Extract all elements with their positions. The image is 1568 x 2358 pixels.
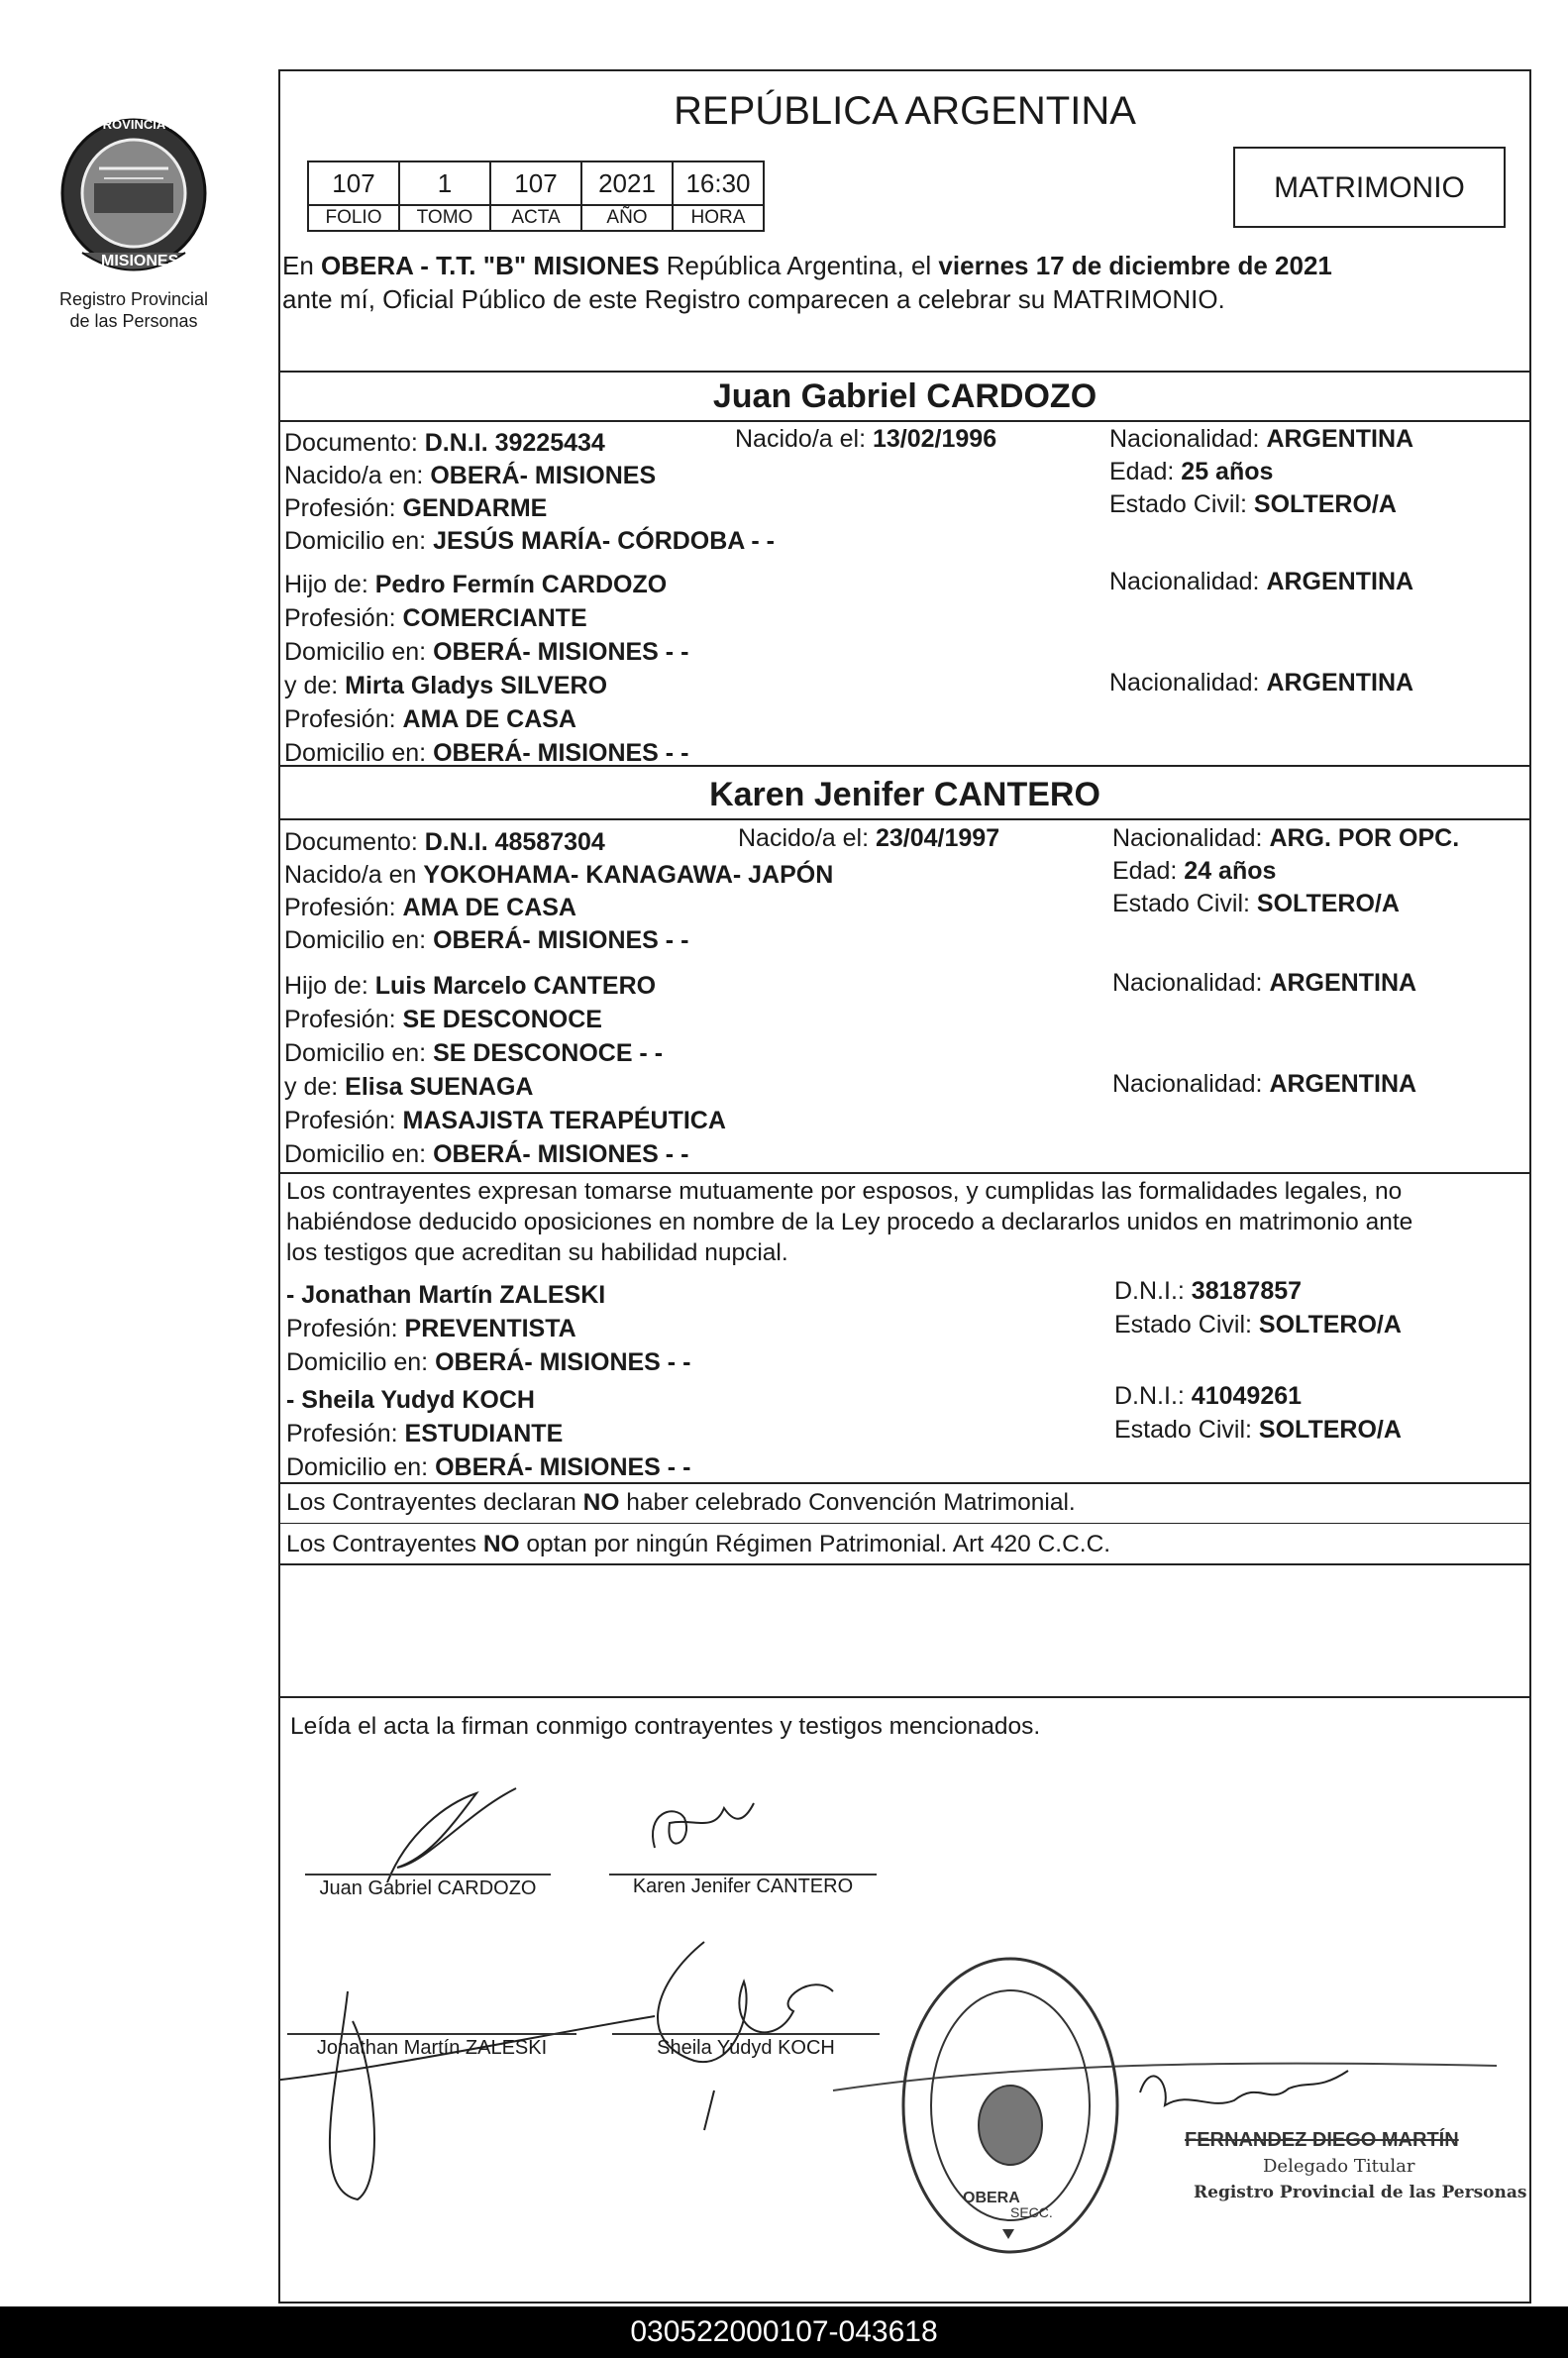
witness2-domicile: Domicilio en: OBERÁ- MISIONES - - <box>286 1453 691 1481</box>
spouse1-age: Edad: 25 años <box>1109 458 1274 485</box>
spouse2-father-profession: Profesión: SE DESCONOCE <box>284 1006 602 1033</box>
signature-witness2 <box>658 1942 833 2130</box>
divider <box>278 1482 1531 1484</box>
spouse2-father-domicile: Domicilio en: SE DESCONOCE - - <box>284 1039 664 1067</box>
divider <box>278 1696 1531 1698</box>
seal-text-bottom: MISIONES <box>101 253 179 269</box>
spouse1-father-profession: Profesión: COMERCIANTE <box>284 604 587 632</box>
signature-line <box>612 2033 880 2035</box>
spouse2-father: Hijo de: Luis Marcelo CANTERO <box>284 972 657 1000</box>
province-seal-icon <box>45 114 223 302</box>
witness2-civil-status: Estado Civil: SOLTERO/A <box>1114 1416 1402 1444</box>
official-office: Registro Provincial de las Personas <box>1194 2183 1527 2202</box>
divider <box>278 1172 1531 1174</box>
declaration-line-2: habiéndose deducido oposiciones en nombre de la Ley procedo a declararlos unidos en matrimonio ante <box>286 1209 1413 1235</box>
declaration-line-3: los testigos que acreditan su habilidad nupcial. <box>286 1239 788 1266</box>
signature-official <box>1140 2071 1348 2105</box>
witness1-domicile: Domicilio en: OBERÁ- MISIONES - - <box>286 1348 691 1376</box>
signature-label-witness1: Jonathan Martín ZALESKI <box>316 2037 548 2059</box>
spouse1-father: Hijo de: Pedro Fermín CARDOZO <box>284 571 668 598</box>
folio-value: 107 <box>308 161 399 205</box>
document-title: REPÚBLICA ARGENTINA <box>674 89 1136 133</box>
spouse2-mother-profession: Profesión: MASAJISTA TERAPÉUTICA <box>284 1107 726 1134</box>
official-name: FERNANDEZ DIEGO MARTÍN <box>1185 2129 1459 2151</box>
spouse2-mother-nationality: Nacionalidad: ARGENTINA <box>1112 1070 1417 1098</box>
registry-logo <box>45 114 223 302</box>
acta-value: 107 <box>490 161 581 205</box>
acta-label: ACTA <box>490 205 581 231</box>
seal-text-top: PROVINCIA DE <box>94 117 187 132</box>
signature-line <box>305 1874 551 1876</box>
signature-spouse1 <box>387 1788 516 1882</box>
convention-line-2: Los Contrayentes NO optan por ningún Régimen Patrimonial. Art 420 C.C.C. <box>286 1531 1111 1557</box>
anio-value: 2021 <box>581 161 673 205</box>
signature-witness1 <box>278 1991 655 2199</box>
spouse1-mother-profession: Profesión: AMA DE CASA <box>284 705 576 733</box>
tomo-value: 1 <box>399 161 490 205</box>
signature-label-witness2: Sheila Yudyd KOCH <box>657 2037 835 2059</box>
spouse2-mother: y de: Elisa SUENAGA <box>284 1073 534 1101</box>
spouse2-nationality: Nacionalidad: ARG. POR OPC. <box>1112 824 1460 852</box>
logo-caption-2: de las Personas <box>69 311 198 331</box>
stamp-seco-text: SECC. <box>1010 2204 1053 2220</box>
logo-caption-1: Registro Provincial <box>58 289 209 309</box>
closing-statement: Leída el acta la firman conmigo contrayentes y testigos mencionados. <box>290 1713 1041 1740</box>
spouse1-father-domicile: Domicilio en: OBERÁ- MISIONES - - <box>284 638 689 666</box>
spouse1-birthdate: Nacido/a el: 13/02/1996 <box>735 425 997 453</box>
divider <box>278 420 1531 422</box>
spouse1-mother-nationality: Nacionalidad: ARGENTINA <box>1109 669 1414 697</box>
declaration-line-1: Los contrayentes expresan tomarse mutuamente por esposos, y cumplidas las formalidades legales, no <box>286 1178 1403 1205</box>
spouse1-documento: Documento: D.N.I. 39225434 <box>284 429 605 457</box>
spouse2-documento: Documento: D.N.I. 48587304 <box>284 828 605 856</box>
divider <box>278 1523 1531 1524</box>
spouse1-civil-status: Estado Civil: SOLTERO/A <box>1109 490 1397 518</box>
hora-label: HORA <box>673 205 764 231</box>
signature-label-spouse2: Karen Jenifer CANTERO <box>632 1876 854 1897</box>
spouse2-profession: Profesión: AMA DE CASA <box>284 894 576 921</box>
document-code: 030522000107-043618 <box>0 2306 1568 2358</box>
spouse1-domicile: Domicilio en: JESÚS MARÍA- CÓRDOBA - - <box>284 527 775 555</box>
witness2-name: - Sheila Yudyd KOCH <box>286 1386 535 1414</box>
spouse2-name: Karen Jenifer CANTERO <box>709 776 1100 813</box>
spouse1-mother-domicile: Domicilio en: OBERÁ- MISIONES - - <box>284 739 689 767</box>
witness1-profession: Profesión: PREVENTISTA <box>286 1315 576 1342</box>
convention-line-1: Los Contrayentes declaran NO haber celebrado Convención Matrimonial. <box>286 1489 1076 1516</box>
signature-line <box>287 2033 576 2035</box>
spouse2-father-nationality: Nacionalidad: ARGENTINA <box>1112 969 1417 997</box>
signature-spouse2 <box>653 1803 754 1848</box>
spouse2-age: Edad: 24 años <box>1112 857 1277 885</box>
divider <box>278 765 1531 767</box>
spouse2-domicile: Domicilio en: OBERÁ- MISIONES - - <box>284 926 689 954</box>
act-type: MATRIMONIO <box>1274 171 1465 204</box>
registry-numbers-table <box>307 161 765 232</box>
spouse2-birthdate: Nacido/a el: 23/04/1997 <box>738 824 1000 852</box>
spouse1-birthplace: Nacido/a en: OBERÁ- MISIONES <box>284 462 657 489</box>
witness1-name: - Jonathan Martín ZALESKI <box>286 1281 606 1309</box>
witness2-dni: D.N.I.: 41049261 <box>1114 1382 1303 1410</box>
stamp-bottom-text: OBERA <box>963 2190 1020 2206</box>
spouse2-civil-status: Estado Civil: SOLTERO/A <box>1112 890 1400 917</box>
intro-line-2: ante mí, Oficial Público de este Registro comparecen a celebrar su MATRIMONIO. <box>282 284 1225 314</box>
spouse2-birthplace: Nacido/a en YOKOHAMA- KANAGAWA- JAPÓN <box>284 861 834 889</box>
witness1-dni: D.N.I.: 38187857 <box>1114 1277 1303 1305</box>
spouse1-father-nationality: Nacionalidad: ARGENTINA <box>1109 568 1414 595</box>
official-role: Delegado Titular <box>1263 2156 1415 2177</box>
folio-label: FOLIO <box>308 205 399 231</box>
witness2-profession: Profesión: ESTUDIANTE <box>286 1420 564 1447</box>
divider <box>278 1563 1531 1565</box>
spouse1-nationality: Nacionalidad: ARGENTINA <box>1109 425 1414 453</box>
spouse1-mother: y de: Mirta Gladys SILVERO <box>284 672 608 699</box>
intro-line-1: En OBERA - T.T. "B" MISIONES República Argentina, el viernes 17 de diciembre de 2021 <box>282 251 1332 280</box>
signature-label-spouse1: Juan Gabriel CARDOZO <box>319 1877 537 1899</box>
witness1-civil-status: Estado Civil: SOLTERO/A <box>1114 1311 1402 1339</box>
hora-value: 16:30 <box>673 161 764 205</box>
divider <box>278 371 1531 373</box>
divider <box>278 818 1531 820</box>
spouse2-mother-domicile: Domicilio en: OBERÁ- MISIONES - - <box>284 1140 689 1168</box>
spouse1-profession: Profesión: GENDARME <box>284 494 548 522</box>
anio-label: AÑO <box>581 205 673 231</box>
tomo-label: TOMO <box>399 205 490 231</box>
spouse1-name: Juan Gabriel CARDOZO <box>712 377 1098 415</box>
